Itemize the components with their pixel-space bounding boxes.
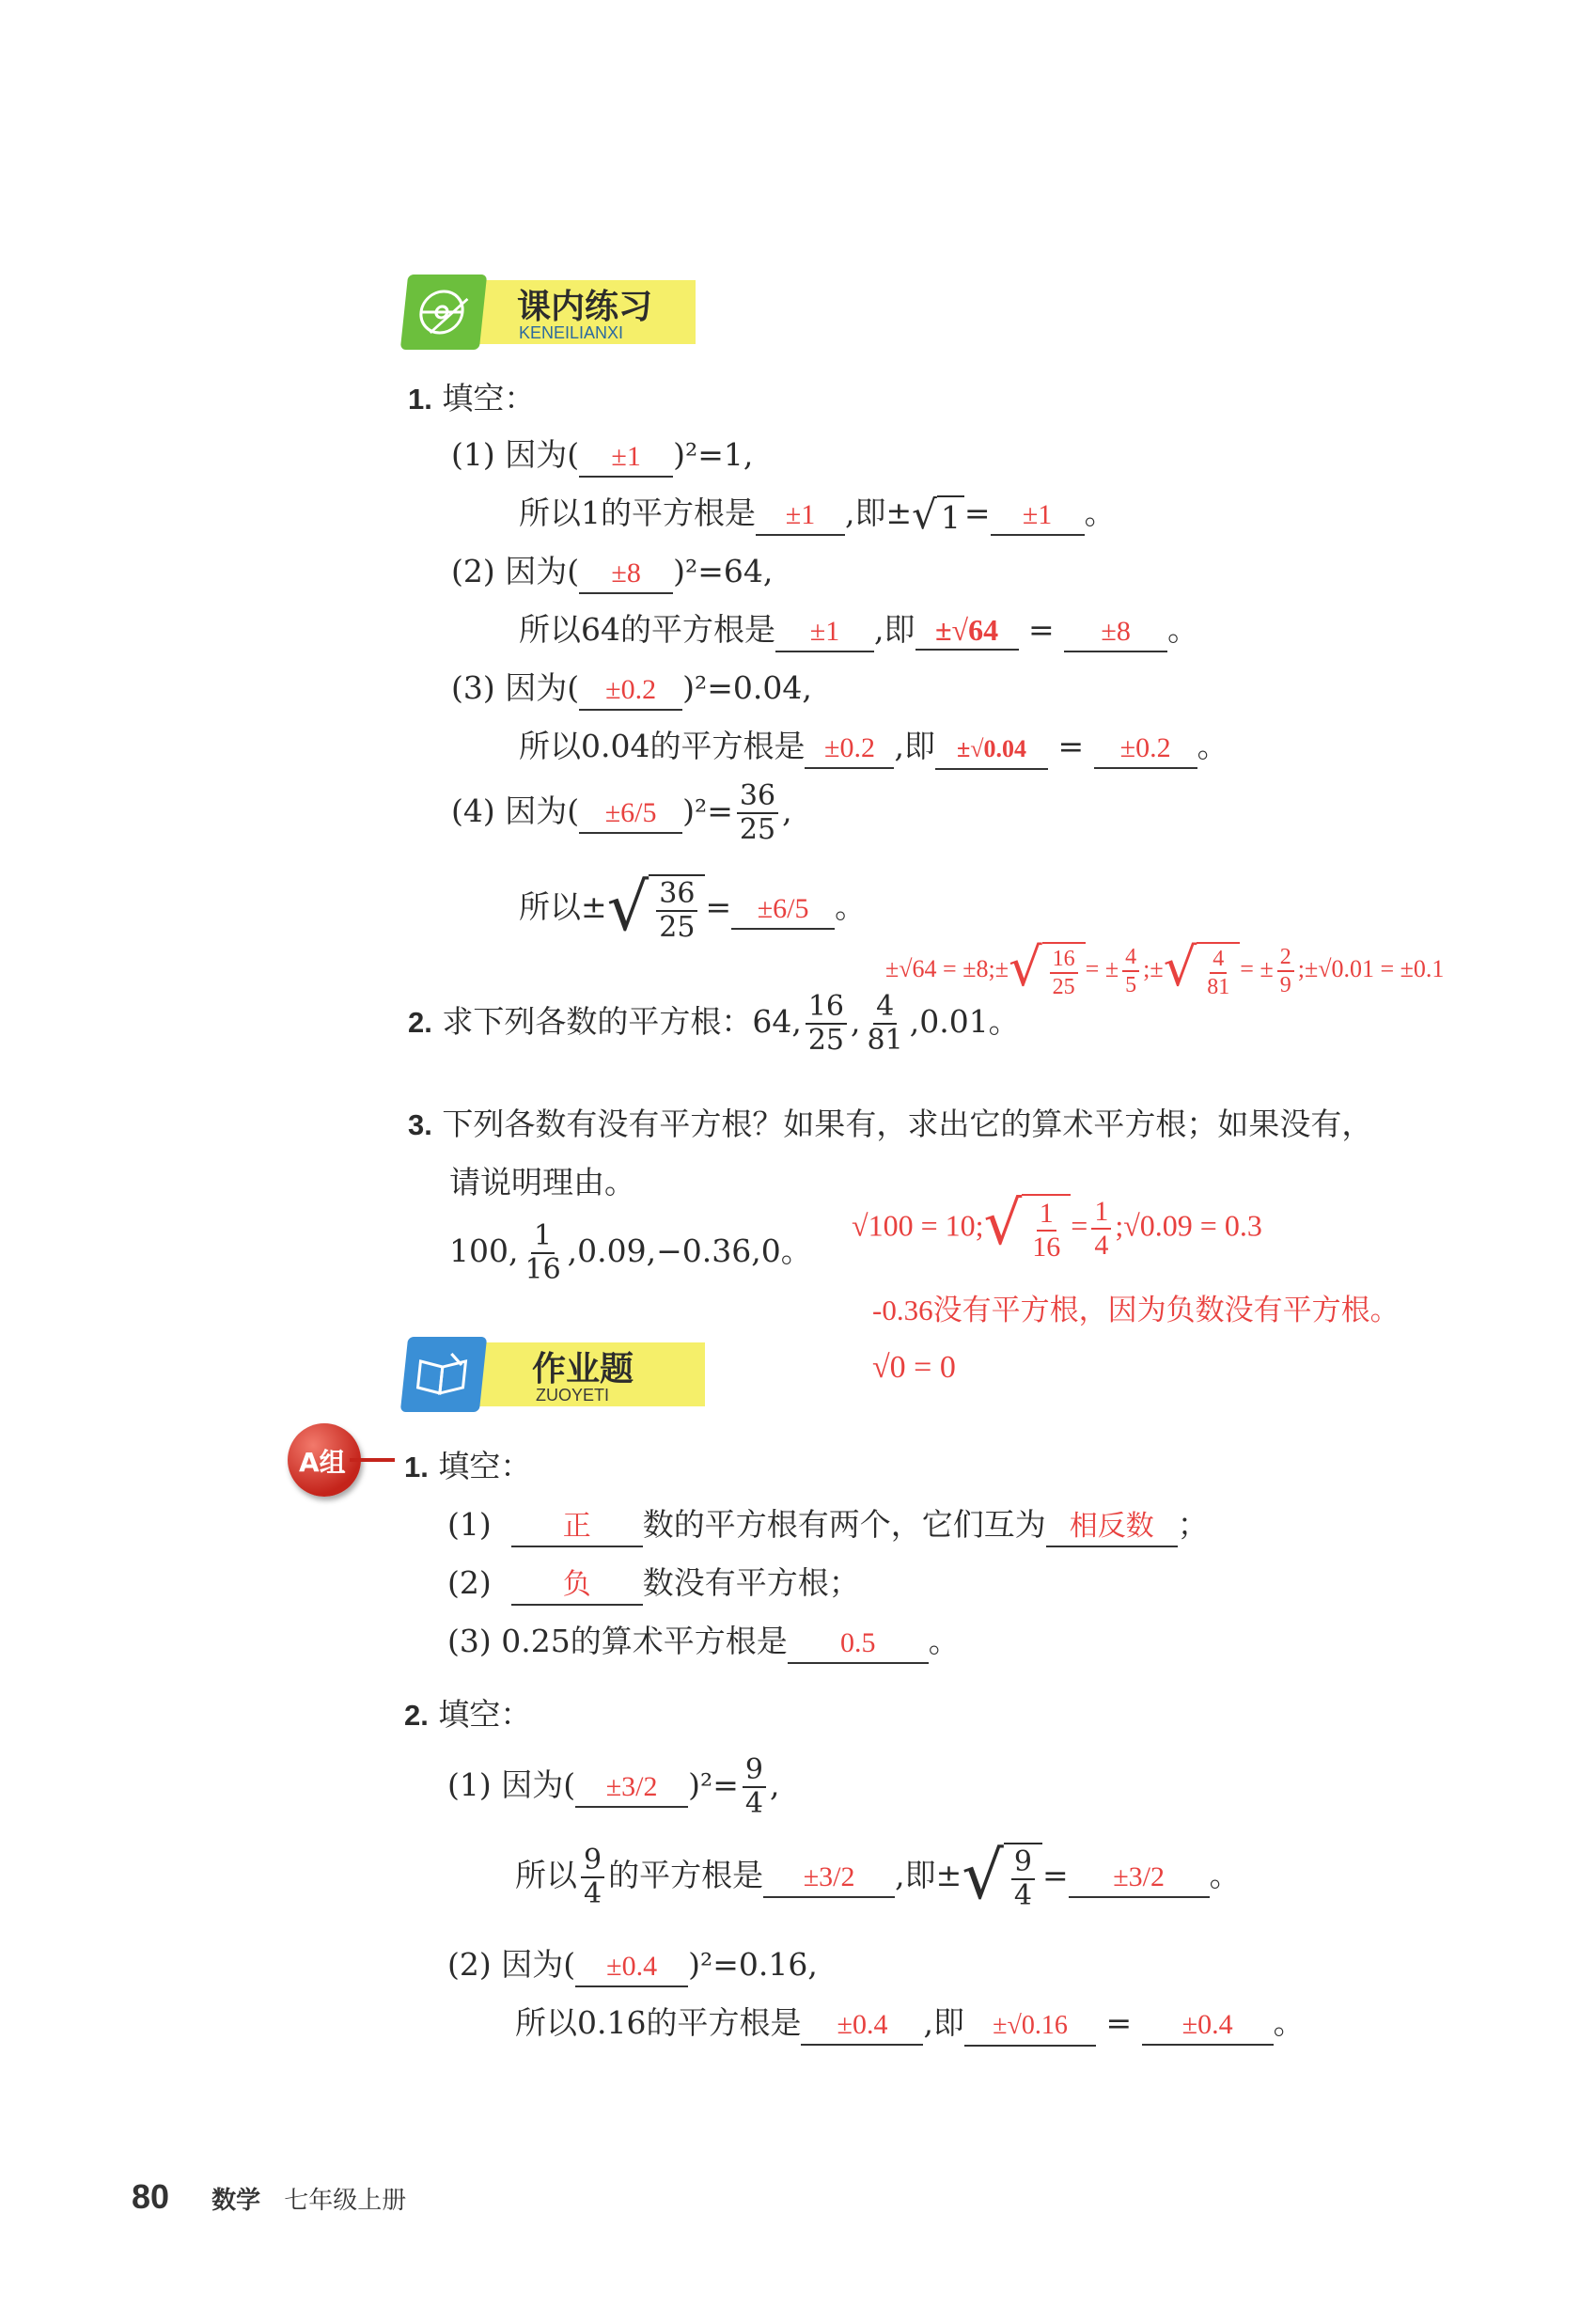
ex1-item1-line2: 所以1的平方根是 ±1 ,即± √ 1 = ±1 。 [519,491,1116,538]
ex3-question: 3. 下列各数有没有平方根？如果有，求出它的算术平方根；如果没有， [408,1106,1373,1142]
answer-blank[interactable]: ±1 [991,496,1085,536]
answer-blank[interactable]: ±3/2 [1069,1859,1210,1898]
answer-blank[interactable]: ±√0.16 [964,2007,1096,2047]
ex1-item2-line2: 所以64的平方根是 ±1 ,即 ±√64 = ±8 。 [519,605,1198,652]
book-label: 七年级上册 [284,2187,407,2215]
answer-blank[interactable]: ±√0.04 [935,730,1048,770]
answer-blank[interactable]: ±1 [775,613,874,652]
answer-blank[interactable]: 0.5 [788,1624,929,1664]
group-badge: A组 [288,1423,361,1497]
answer-blank[interactable]: ±1 [756,496,845,536]
ex1-item3-line2: 所以0.04的平方根是 ±0.2 ,即 ±√0.04 = ±0.2 。 [519,722,1228,770]
answer-blank[interactable]: 正 [511,1508,643,1547]
ex1-item3-line1: (3) 因为( ±0.2 )²=0.04, [451,664,812,711]
answer-blank[interactable]: 负 [511,1566,643,1606]
hw2-item1-line2: 所以 $\frac{9}{4}$ 的平方根是 ±3/2 ,即± √ $\frac{9}{4}$ = ±3/2 。 [515,1837,1241,1914]
ex1-item1-line1: (1) 因为( ±1 )²=1, [451,431,753,478]
answer-blank[interactable]: ±3/2 [763,1859,895,1898]
protractor-icon [400,275,487,350]
answer-blank[interactable]: ±0.2 [1094,730,1197,769]
answer-blank[interactable]: ±6/5 [731,890,835,930]
answer-blank[interactable]: ±1 [579,438,673,478]
hw2-item2-line1: (2) 因为( ±0.4 )²=0.16, [447,1940,818,1987]
hw2-item1-line1: (1) 因为( ±3/2 )²= $\frac{9}{4}$ , [447,1753,780,1820]
page-footer [132,2177,406,2217]
sqrt-expression: √ 1 [912,495,964,536]
section-subtitle: ZUOYETI [536,1386,610,1405]
ex3-answer-line2: -0.36没有平方根，因为负数没有平方根。 [872,1294,1400,1326]
ex1-heading: 1. 填空： [408,380,536,416]
section-banner-practice [404,275,696,350]
hw1-heading: 1. 填空： [404,1448,532,1484]
answer-blank[interactable]: ±6/5 [579,794,682,834]
section-title: 作业题 [532,1350,634,1389]
ex3-answer-line3: √0 = 0 [872,1350,956,1385]
ex3-answer-line1: √100 = 10; √ $\frac{1}{16}$ = $\frac{1}{4}$ ;√0.09 = 0.3 [852,1189,1262,1263]
answer-blank[interactable]: ±0.2 [805,730,894,769]
answer-blank[interactable]: ±0.2 [579,671,682,711]
ex1-item4-line2: 所以± √ $\frac{36}{25}$ = ±6/5 。 [519,869,867,946]
ex3-number-list: 100, $\frac{1}{16}$ ,0.09,−0.36,0。 [449,1219,812,1286]
fraction: $\frac{36}{25}$ [737,780,778,846]
answer-blank[interactable]: ±0.4 [801,2006,923,2046]
answer-blank[interactable]: ±3/2 [575,1768,688,1808]
subject-label: 数学 [211,2187,261,2215]
answer-blank[interactable]: 相反数 [1046,1508,1178,1547]
section-banner-homework [404,1337,696,1412]
hw1-item1: (1) 正 数的平方根有两个，它们互为 相反数 ； [447,1500,1209,1547]
section-title: 课内练习 [517,288,653,326]
open-book-icon [400,1337,487,1412]
ex2-question: 2. 求下列各数的平方根：64, $\frac{16}{25}$ , $\frac{4}{81}$ ,0.01。 [408,990,1020,1057]
hw2-item2-line2: 所以0.16的平方根是 ±0.4 ,即 ±√0.16 = ±0.4 。 [515,1999,1305,2047]
answer-blank[interactable]: ±8 [1064,613,1167,652]
ex3-question-line2: 请说明理由。 [449,1164,635,1201]
page-number: 80 [132,2177,170,2216]
answer-blank[interactable]: ±√64 [915,611,1019,651]
answer-blank[interactable]: ±0.4 [575,1948,688,1987]
section-subtitle: KENEILIANXI [519,323,624,342]
ex1-item2-line1: (2) 因为( ±8 )²=64, [451,547,773,594]
ex2-answer: ±√64 = ±8;± √ $\frac{16}{25}$ = ± $\frac{4}{5}$ ;± √ $\frac{4}{81}$ = ± $\frac{2}{9}$ ;±√0.01 = ±0.1 [885,937,1445,999]
badge-pointer [350,1458,395,1462]
answer-blank[interactable]: ±0.4 [1142,2006,1274,2046]
ex1-item4-line1: (4) 因为( ±6/5 )²= $\frac{36}{25}$ , [451,779,792,846]
sqrt-expression: √ $\frac{36}{25}$ [607,874,706,944]
answer-blank[interactable]: ±8 [579,555,673,594]
hw1-item3: (3) 0.25的算术平方根是 0.5 。 [447,1617,960,1664]
hw2-heading: 2. 填空： [404,1696,532,1733]
hw1-item2: (2) 负 数没有平方根； [447,1559,860,1606]
